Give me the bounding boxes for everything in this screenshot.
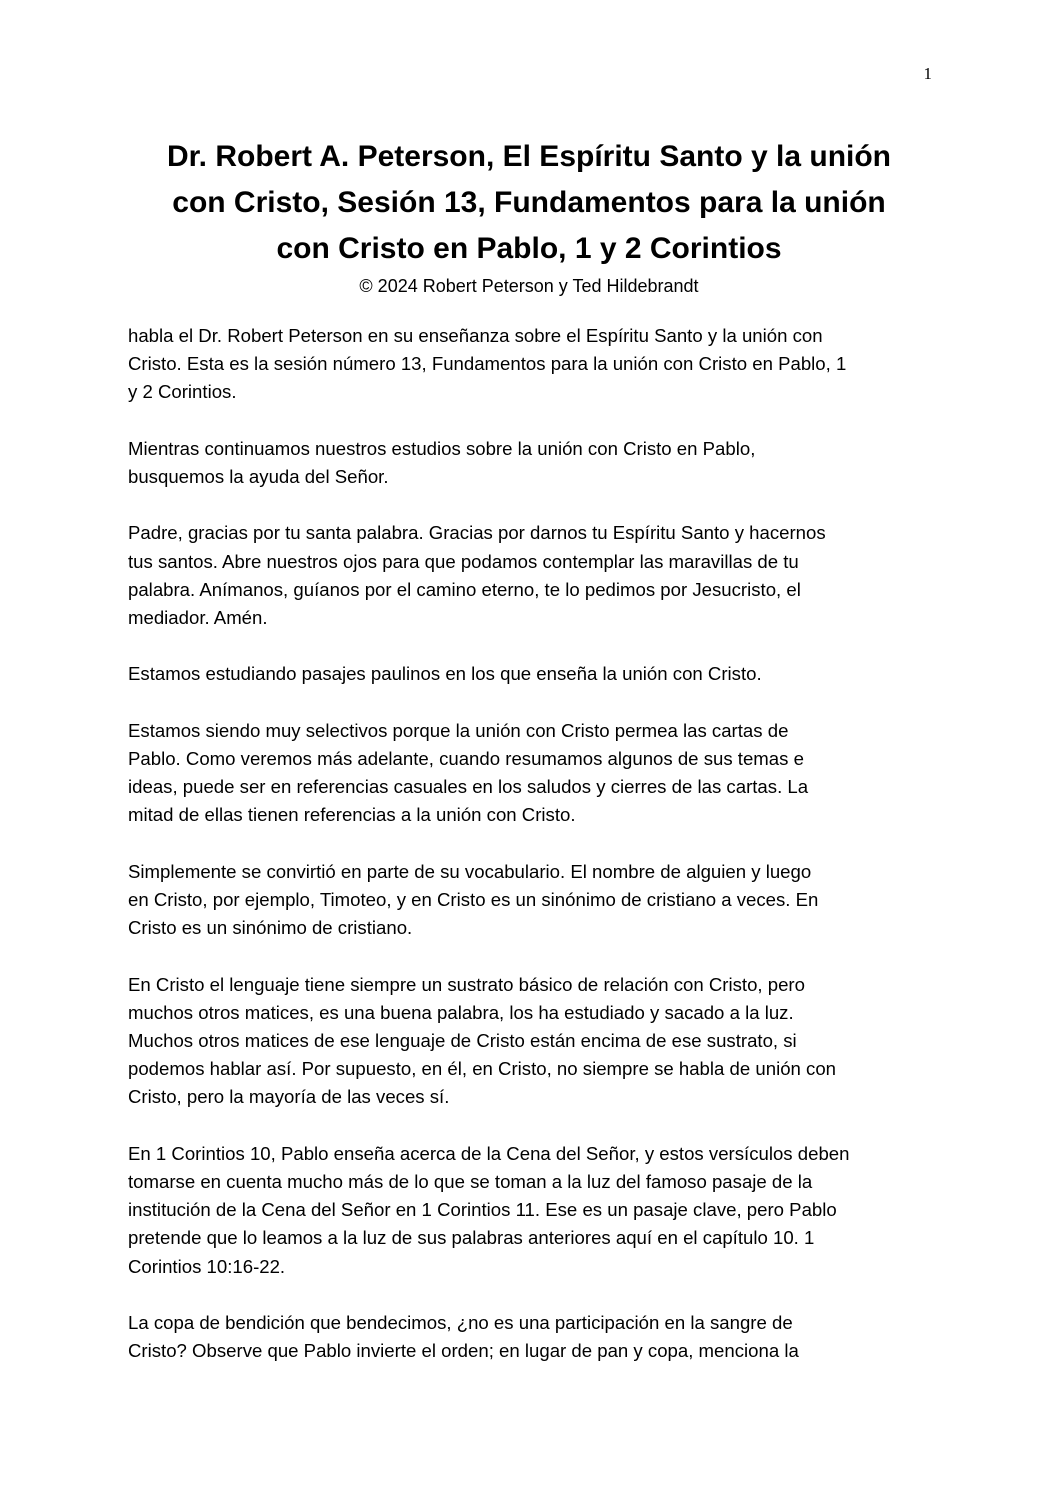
paragraph-line: Cristo? Observe que Pablo invierte el orden; en lugar de pan y copa, menciona la	[128, 1340, 799, 1362]
title-line: Dr. Robert A. Peterson, El Espíritu Santo y la unión	[167, 140, 891, 173]
title-line: con Cristo en Pablo, 1 y 2 Corintios	[276, 232, 782, 265]
paragraph-line: institución de la Cena del Señor en 1 Corintios 11. Ese es un pasaje clave, pero Pablo	[128, 1199, 837, 1221]
paragraph-line: busquemos la ayuda del Señor.	[128, 466, 389, 487]
paragraph-line: La copa de bendición que bendecimos, ¿no es una participación en la sangre de	[128, 1311, 793, 1333]
page-number: 1	[923, 64, 932, 83]
paragraph-line: Pablo. Como veremos más adelante, cuando resumamos algunos de sus temas e	[128, 747, 804, 769]
paragraph-line: Mientras continuamos nuestros estudios sobre la unión con Cristo en Pablo,	[128, 437, 756, 459]
paragraph-line: Cristo. Esta es la sesión número 13, Fundamentos para la unión con Cristo en Pablo, 1	[128, 353, 847, 375]
paragraph-line: pretende que lo leamos a la luz de sus palabras anteriores aquí en el capítulo 10. 1	[128, 1227, 815, 1249]
paragraph-line: mitad de ellas tienen referencias a la unión con Cristo.	[128, 804, 576, 826]
document-title	[0, 134, 1058, 272]
copyright-notice: © 2024 Robert Peterson y Ted Hildebrandt	[359, 276, 699, 296]
document-body	[128, 322, 938, 1394]
paragraph-line: En Cristo el lenguaje tiene siempre un sustrato básico de relación con Cristo, pero	[128, 973, 805, 995]
title-line: con Cristo, Sesión 13, Fundamentos para la unión	[172, 186, 886, 219]
paragraph-line: En 1 Corintios 10, Pablo enseña acerca de la Cena del Señor, y estos versículos deben	[128, 1142, 850, 1164]
paragraph-line: Cristo es un sinónimo de cristiano.	[128, 917, 413, 939]
paragraph-line: muchos otros matices, es una buena palabra, los ha estudiado y sacado a la luz.	[128, 1001, 794, 1023]
paragraph-line: Estamos estudiando pasajes paulinos en los que enseña la unión con Cristo.	[128, 663, 762, 685]
paragraph-line: Padre, gracias por tu santa palabra. Gracias por darnos tu Espíritu Santo y hacernos	[128, 522, 826, 544]
document-header	[0, 134, 1058, 298]
paragraph-line: podemos hablar así. Por supuesto, en él, en Cristo, no siempre se habla de unión con	[128, 1058, 837, 1080]
body-paragraph	[128, 858, 938, 943]
paragraph-line: Corintios 10:16-22.	[128, 1255, 286, 1277]
paragraph-line: mediador. Amén.	[128, 607, 268, 628]
body-paragraph	[128, 435, 938, 491]
body-paragraph	[128, 519, 938, 632]
paragraph-line: Muchos otros matices de ese lenguaje de Cristo están encima de ese sustrato, si	[128, 1029, 797, 1051]
paragraph-line: Cristo, pero la mayoría de las veces sí.	[128, 1086, 450, 1108]
body-paragraph	[128, 717, 938, 830]
paragraph-line: Simplemente se convirtió en parte de su vocabulario. El nombre de alguien y luego	[128, 860, 812, 882]
body-paragraph	[128, 660, 938, 688]
paragraph-line: tus santos. Abre nuestros ojos para que podamos contemplar las maravillas de tu	[128, 550, 799, 572]
paragraph-line: Estamos siendo muy selectivos porque la unión con Cristo permea las cartas de	[128, 719, 789, 741]
paragraph-line: palabra. Anímanos, guíanos por el camino eterno, te lo pedimos por Jesucristo, el	[128, 578, 801, 600]
paragraph-line: habla el Dr. Robert Peterson en su enseñanza sobre el Espíritu Santo y la unión con	[128, 325, 823, 346]
body-paragraph	[128, 1140, 938, 1281]
paragraph-line: en Cristo, por ejemplo, Timoteo, y en Cristo es un sinónimo de cristiano a veces. En	[128, 888, 819, 910]
paragraph-line: ideas, puede ser en referencias casuales en los saludos y cierres de las cartas. La	[128, 776, 809, 798]
paragraph-line: tomarse en cuenta mucho más de lo que se toman a la luz del famoso pasaje de la	[128, 1170, 813, 1192]
body-paragraph	[128, 1309, 938, 1365]
body-paragraph	[128, 971, 938, 1112]
body-paragraph	[128, 322, 938, 407]
paragraph-line: y 2 Corintios.	[128, 381, 237, 403]
